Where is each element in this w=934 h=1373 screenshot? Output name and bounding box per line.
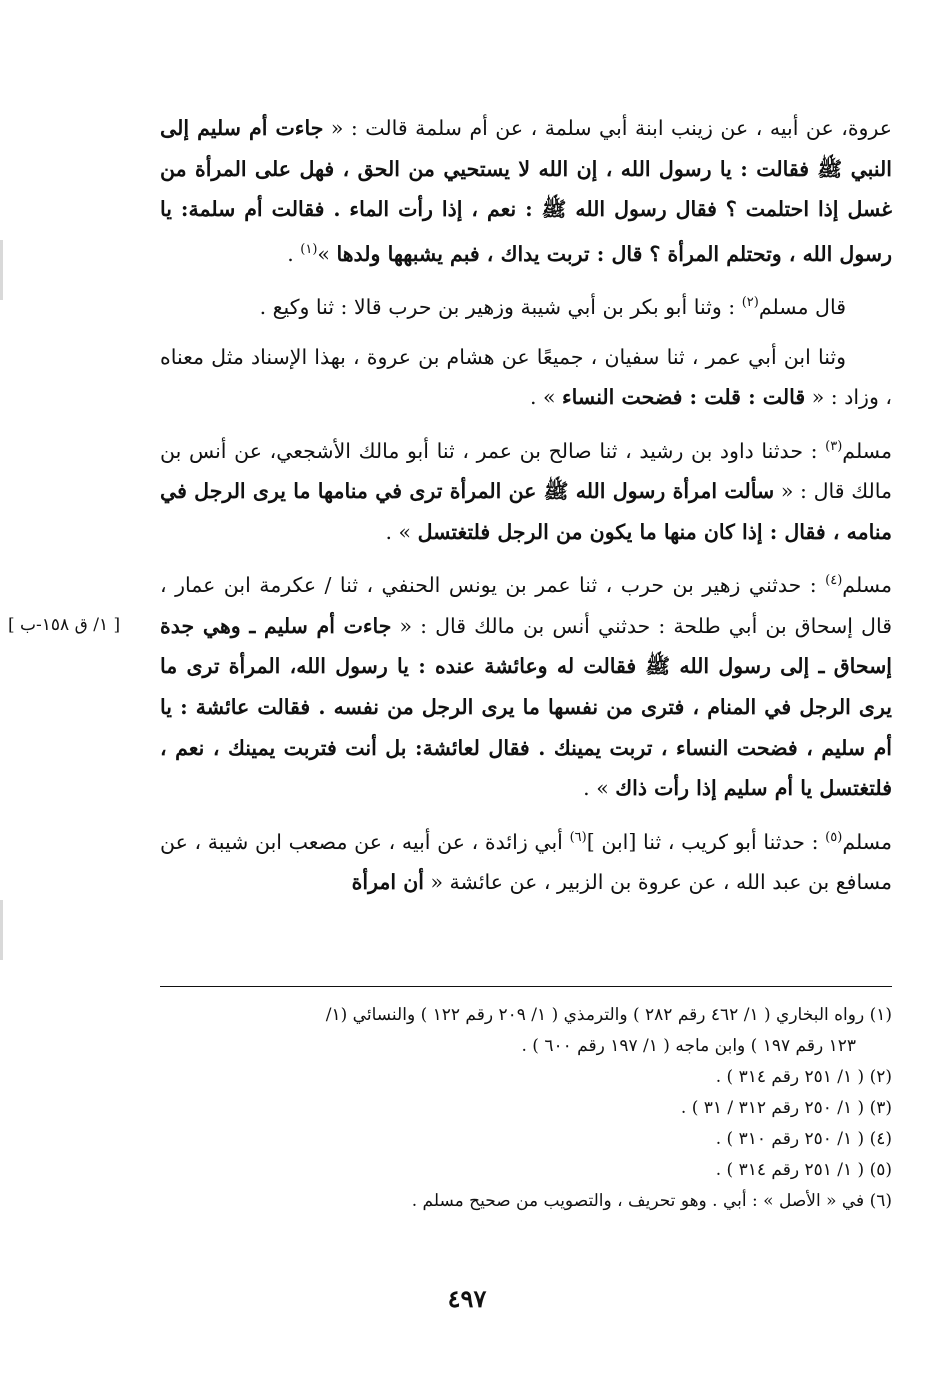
text-run: : حدثنا أبو كريب ، ثنا [ابن ] xyxy=(586,829,826,854)
footnote-6: (٦) في « الأصل » : أبي . وهو تحريف ، والتصويب من صحيح مسلم . xyxy=(411,1191,892,1211)
scan-edge-mark xyxy=(0,900,3,960)
manuscript-folio-reference: [ ١/ ق ١٥٨-ب ] xyxy=(8,615,121,635)
paragraph-2 xyxy=(160,283,892,327)
page-number: ٤٩٧ xyxy=(447,1284,487,1313)
text-run: مسلم xyxy=(842,829,893,854)
text-run: أبي زائدة ، عن أبيه ، عن مصعب ابن شيبة ، عن مسافع بن عبد الله ، عن عروة بن الزبير ، عن عائشة « xyxy=(160,829,892,895)
text-run: قال مسلم xyxy=(758,295,846,320)
scan-edge-mark xyxy=(0,240,3,300)
footnotes xyxy=(160,1000,892,1217)
footnote-4: (٤) ( ١/ ٢٥٠ رقم ٣١٠ ) . xyxy=(715,1129,892,1149)
footnote-marker: (١) xyxy=(300,241,318,257)
text-run: مسلم xyxy=(842,438,892,463)
text-run: » . xyxy=(529,385,563,410)
hadith-quote: جاءت أم سليم إلى النبي ﷺ فقالت : يا رسول الله ، إن الله لا يستحيي من الحق ، فهل على المرأة من غسل إذا احتلمت ؟ فقال رسول الله ﷺ : نعم ، إذا رأت الماء . فقالت أم سلمة: يا رسول الله ، وتحتلم المرأة ؟ قال : تربت يداك ، فبم يشبهها ولدها xyxy=(160,116,892,266)
hadith-quote: جاءت أم سليم ـ وهي جدة إسحاق ـ إلى رسول الله ﷺ فقالت له وعائشة عنده : يا رسول الله، المرأة ترى ما يرى الرجل في المنام ، فترى من نفسها ما يرى الرجل من نفسه . فقالت عائشة : يا أم سليم ، فضحت النساء ، تربت يمينك . فقال لعائشة: بل أنت فتربت يمينك ، نعم ، فلتغتسل يا أم سليم إذا رأت ذاك xyxy=(160,613,892,801)
text-run: » . xyxy=(385,519,418,544)
hadith-quote: سألت امرأة رسول الله ﷺ عن المرأة ترى في منامها ما يرى الرجل في منامه ، فقال : إذا كان منها ما يكون من الرجل فلتغتسل xyxy=(160,479,892,544)
text-run: » xyxy=(317,241,337,266)
footnote-marker: (٦) xyxy=(569,829,587,845)
footnote-marker: (٢) xyxy=(741,295,759,311)
paragraph-4 xyxy=(160,427,892,553)
footnote-separator xyxy=(160,986,892,987)
footnote-3: (٣) ( ١/ ٢٥٠ رقم ٣١٢ / ٣١ ) . xyxy=(680,1098,892,1118)
hadith-quote: أن امرأة xyxy=(351,870,424,895)
text-run: عروة، عن أبيه ، عن زينب ابنة أبي سلمة ، عن أم سلمة قالت : « xyxy=(323,116,892,140)
footnote-2: (٢) ( ١/ ٢٥١ رقم ٣١٤ ) . xyxy=(715,1067,892,1087)
text-run: : حدثني زهير بن حرب ، ثنا عمر بن يونس الحنفي ، ثنا / عكرمة ابن عمار ، قال إسحاق بن أبي طلحة : حدثني أنس بن مالك قال : « xyxy=(160,573,892,638)
paragraph-5 xyxy=(160,561,892,808)
footnote-marker: (٥) xyxy=(825,829,843,845)
paragraph-6 xyxy=(160,818,892,903)
footnote-1: (١) رواه البخاري ( ١/ ٤٦٢ رقم ٢٨٢ ) والترمذي ( ١/ ٢٠٩ رقم ١٢٢ ) والنسائي (١/ xyxy=(325,1005,892,1025)
hadith-quote: قالت : قلت : فضحت النساء xyxy=(562,385,806,410)
paragraph-3 xyxy=(160,337,892,418)
main-text xyxy=(160,108,892,912)
text-run: مسلم xyxy=(842,573,892,598)
footnote-1-continued: ١٢٣ رقم ١٩٧ ) وابن ماجه ( ١/ ١٩٧ رقم ٦٠٠ ) . xyxy=(521,1036,856,1056)
paragraph-1 xyxy=(160,108,892,274)
text-run: : حدثنا داود بن رشيد ، ثنا صالح بن عمر ، ثنا أبو مالك الأشجعي، عن أنس بن مالك قال : « xyxy=(160,438,892,504)
text-run: . xyxy=(287,241,301,266)
footnote-marker: (٤) xyxy=(825,573,843,589)
footnote-5: (٥) ( ١/ ٢٥١ رقم ٣١٤ ) . xyxy=(715,1160,892,1180)
text-run: : وثنا أبو بكر بن أبي شيبة وزهير بن حرب قالا : ثنا وكيع . xyxy=(259,295,742,320)
text-run: » . xyxy=(583,776,616,801)
text-run: وثنا ابن أبي عمر ، ثنا سفيان ، جميعًا عن هشام بن عروة ، بهذا الإسناد مثل معناه ، وزاد : « xyxy=(160,344,892,410)
footnote-marker: (٣) xyxy=(825,438,843,454)
